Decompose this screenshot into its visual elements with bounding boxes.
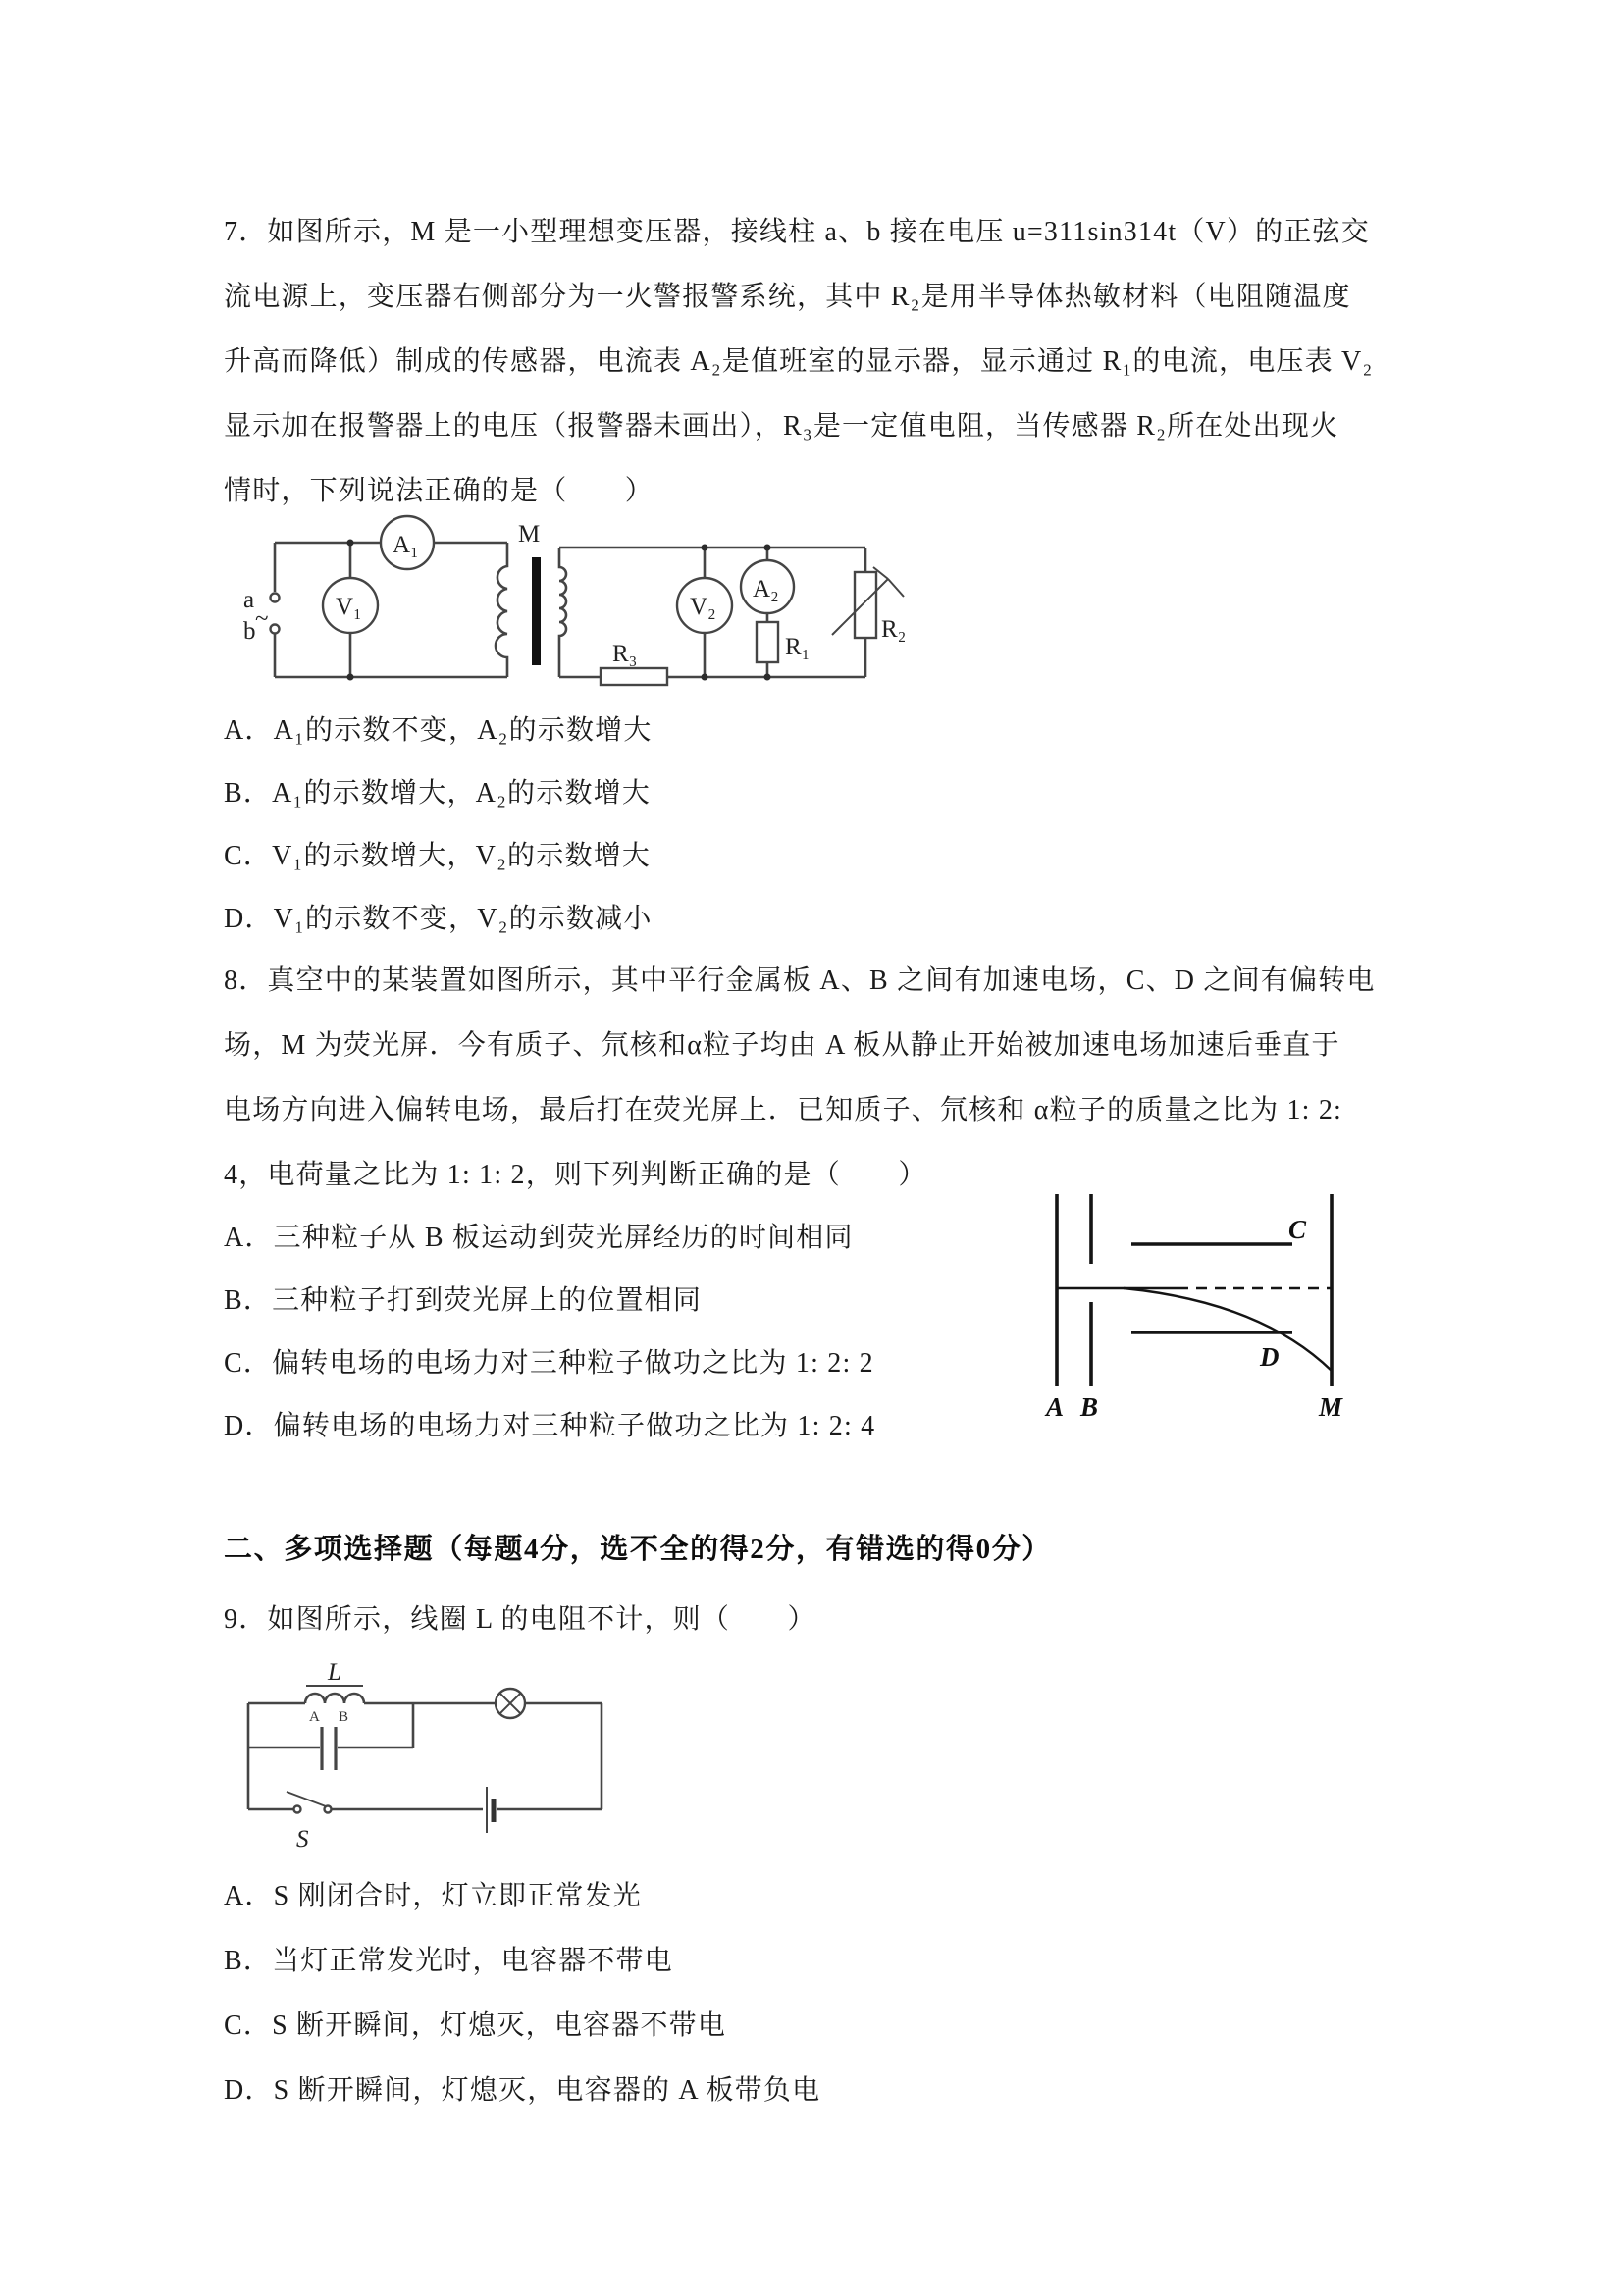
- particle-trajectory-curve: [1124, 1288, 1332, 1371]
- q8-stem-line-4: 4，电荷量之比为 1: 1: 2，则下列判断正确的是（ ）: [224, 1160, 927, 1190]
- q8-apparatus-figure: [1030, 1177, 1369, 1428]
- transformer-core-icon: [532, 557, 541, 665]
- q7-option-c: C．V₁的示数增大，V₂的示数增大: [224, 841, 652, 871]
- switch-label: S: [296, 1826, 309, 1852]
- q9-option-a: A．S 刚闭合时，灯立即正常发光: [224, 1881, 642, 1911]
- q7-option-d: D．V₁的示数不变，V₂的示数减小: [224, 904, 653, 934]
- junction-dot: [764, 545, 771, 551]
- q7-stem-line-4: 显示加在报警器上的电压（报警器未画出），R₃是一定值电阻，当传感器 R₂所在处出现火: [224, 411, 1339, 442]
- q8-option-b: B．三种粒子打到荧光屏上的位置相同: [224, 1285, 703, 1316]
- plate-a-label: A: [1046, 1392, 1065, 1422]
- junction-dot: [347, 674, 354, 681]
- inductor-coil-icon: [305, 1694, 364, 1703]
- q9-option-d: D．S 断开瞬间，灯熄灭，电容器的 A 板带负电: [224, 2075, 821, 2106]
- junction-dot: [764, 674, 771, 681]
- section-2-header: 二、多项选择题（每题4分，选不全的得2分，有错选的得0分）: [224, 1534, 1052, 1565]
- transformer-m-label: M: [518, 521, 541, 548]
- voltmeter-v2-label: V₂: [690, 594, 716, 620]
- terminal-a-label: a: [243, 587, 255, 613]
- voltmeter-v1-label: V₁: [336, 594, 362, 620]
- q9-circuit-diagram: [241, 1660, 624, 1861]
- q8-option-a: A．三种粒子从 B 板运动到荧光屏经历的时间相同: [224, 1223, 854, 1253]
- q7-stem-line-1: 7．如图所示，M 是一小型理想变压器，接线柱 a、b 接在电压 u=311sin314t（V）的正弦交: [224, 217, 1370, 247]
- q8-option-d: D．偏转电场的电场力对三种粒子做功之比为 1: 2: 4: [224, 1411, 876, 1441]
- junction-dot: [702, 545, 708, 551]
- q9-option-c: C．S 断开瞬间，灯熄灭，电容器不带电: [224, 2010, 727, 2041]
- secondary-coil-icon: [559, 548, 566, 677]
- primary-coil-icon: [496, 543, 507, 677]
- resistor-r3-icon: [601, 668, 667, 685]
- q7-stem-line-3: 升高而降低）制成的传感器，电流表 A₂是值班室的显示器，显示通过 R₁的电流，电压表 V₂: [224, 346, 1374, 377]
- switch-blade-icon: [287, 1792, 326, 1806]
- ammeter-a1-label: A₁: [393, 532, 419, 558]
- screen-m-label: M: [1319, 1392, 1343, 1422]
- resistor-r3-label: R₃: [612, 641, 638, 667]
- junction-dot: [702, 674, 708, 681]
- inductor-label: L: [328, 1659, 341, 1686]
- q8-option-c: C．偏转电场的电场力对三种粒子做功之比为 1: 2: 2: [224, 1348, 874, 1379]
- resistor-r2-label: R₂: [881, 616, 907, 643]
- capacitor-plate-a-label: A: [309, 1709, 320, 1725]
- q7-circuit-diagram: [236, 512, 942, 713]
- q9-option-b: B．当灯正常发光时，电容器不带电: [224, 1946, 673, 1976]
- terminal-b-label: b: [243, 618, 256, 645]
- plate-d-label: D: [1260, 1342, 1280, 1372]
- q7-option-b: B．A₁的示数增大，A₂的示数增大: [224, 778, 652, 809]
- resistor-r2-icon: [855, 572, 876, 638]
- q7-stem-line-5: 情时，下列说法正确的是（ ）: [224, 476, 654, 506]
- q9-stem: 9．如图所示，线圈 L 的电阻不计，则（ ）: [224, 1604, 816, 1635]
- q8-stem-line-3: 电场方向进入偏转电场，最后打在荧光屏上．已知质子、氘核和 α粒子的质量之比为 1: 2:: [224, 1095, 1343, 1125]
- resistor-r1-label: R₁: [785, 634, 811, 660]
- q7-stem-line-2: 流电源上，变压器右侧部分为一火警报警系统，其中 R₂是用半导体热敏材料（电阻随温度: [224, 282, 1351, 312]
- q8-stem-line-2: 场，M 为荧光屏．今有质子、氘核和α粒子均由 A 板从静止开始被加速电场加速后垂直于: [224, 1030, 1340, 1061]
- junction-dot: [347, 540, 354, 547]
- terminal-a-dot: [271, 594, 280, 602]
- q7-option-a: A．A₁的示数不变，A₂的示数增大: [224, 715, 653, 746]
- ammeter-a2-label: A₂: [753, 576, 779, 602]
- capacitor-plate-b-label: B: [339, 1709, 349, 1725]
- ac-source-icon: ~: [255, 605, 269, 632]
- plate-c-label: C: [1288, 1215, 1307, 1244]
- plate-b-label: B: [1080, 1392, 1099, 1422]
- terminal-b-dot: [271, 625, 280, 634]
- resistor-r1-icon: [757, 622, 778, 662]
- thermistor-arrow-head: [873, 567, 904, 597]
- switch-contact-dot: [294, 1806, 301, 1813]
- q8-stem-line-1: 8．真空中的某装置如图所示，其中平行金属板 A、B 之间有加速电场，C、D 之间有偏转电: [224, 965, 1376, 996]
